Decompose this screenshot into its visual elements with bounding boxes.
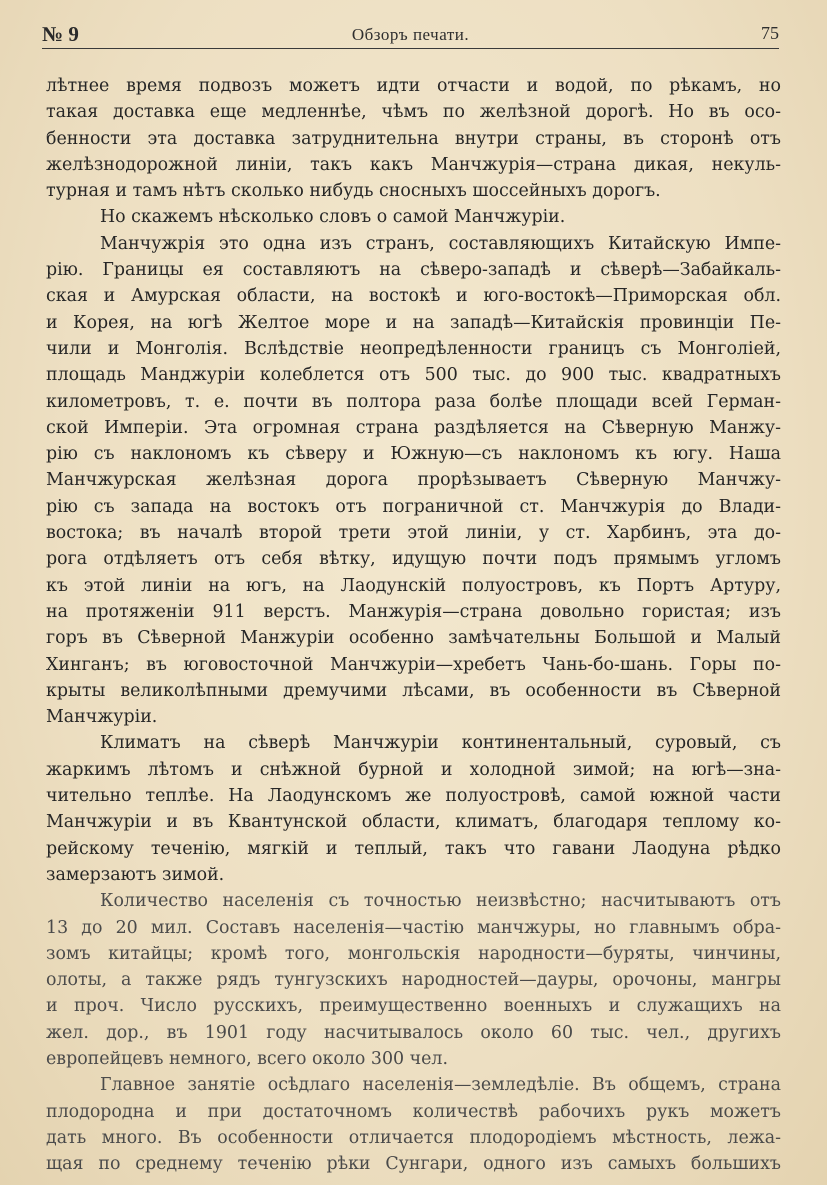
text-line: рога отдѣляетъ отъ себя вѣтку, идущую почти подъ прямымъ угломъ (46, 549, 781, 570)
page-number: 75 (761, 23, 779, 43)
text-line: турная и тамъ нѣтъ сколько нибудь сносныхъ шоссейныхъ дорогъ. (46, 181, 661, 202)
text-line: бенности эта доставка затруднительна внутри страны, въ сторонѣ отъ (46, 128, 781, 149)
text-line: 13 до 20 мил. Составъ населенія—частію манчжуры, но главнымъ обра- (46, 917, 781, 938)
issue-number: № 9 (42, 22, 79, 46)
text-line: Но скажемъ нѣсколько словъ о самой Манчжуріи. (100, 207, 566, 228)
text-line: Количество населенія съ точностью неизвѣстно; насчитываютъ отъ (100, 891, 781, 912)
text-line: километровъ, т. е. почти въ полтора раза болѣе площади всей Герман- (46, 391, 781, 412)
text-line: и Корея, на югѣ Желтое море и на западѣ—Китайскія провинціи Пе- (46, 312, 781, 333)
text-line: рію съ наклономъ къ сѣверу и Южную—съ наклономъ къ югу. Наша (46, 444, 781, 465)
text-line: щая по среднему теченію рѣки Сунгари, одного изъ самыхъ большихъ (46, 1154, 781, 1175)
text-line: замерзаютъ зимой. (46, 864, 225, 885)
text-line: Главное занятіе осѣдлаго населенія—земледѣліе. Въ общемъ, страна (100, 1075, 781, 1096)
text-line: Хинганъ; въ юговосточной Манчжуріи—хребетъ Чань-бо-шань. Горы по- (46, 654, 781, 675)
text-line: желѣзнодорожной линіи, такъ какъ Манчжурія—страна дикая, некуль- (46, 154, 781, 175)
text-line: зомъ китайцы; кромѣ того, монгольскія народности—буряты, чинчины, (46, 943, 781, 964)
text-line: плодородна и при достаточномъ количествѣ рабочихъ рукъ можетъ (46, 1101, 781, 1122)
text-line: олоты, а также рядъ тунгузскихъ народностей—дауры, орочоны, мангры (46, 970, 781, 991)
text-line: площадь Манджуріи колеблется отъ 500 тыс. до 900 тыс. квадратныхъ (46, 365, 781, 386)
text-line: ская и Амурская области, на востокѣ и юго-востокѣ—Приморская обл. (46, 286, 781, 307)
text-line: рейскому теченію, мягкій и теплый, такъ что гавани Лаодуна рѣдко (46, 838, 781, 859)
text-line: востока; въ началѣ второй трети этой линіи, у ст. Харбинъ, эта до- (46, 523, 781, 544)
text-line: дать много. Въ особенности отличается плодородіемъ мѣстность, лежа- (46, 1127, 781, 1148)
text-line: Манчжурская желѣзная дорога прорѣзываетъ Сѣверную Манчжу- (46, 470, 781, 491)
text-line: горъ въ Сѣверной Манжуріи особенно замѣчательны Большой и Малый (46, 628, 781, 649)
text-line: на протяженіи 911 верстъ. Манжурія—страна довольно гористая; изъ (46, 601, 781, 622)
text-line: ской Имперіи. Эта огромная страна раздѣляется на Сѣверную Манжу- (46, 417, 781, 438)
text-line: рію. Границы ея составляютъ на сѣверо-западѣ и сѣверѣ—Забайкаль- (46, 260, 781, 281)
text-line: крыты великолѣпными дремучими лѣсами, въ особенности въ Сѣверной (46, 680, 781, 701)
text-line: чительно теплѣе. На Лаодунскомъ же полуостровѣ, самой южной части (46, 786, 781, 807)
text-line: Манчжуріи. (46, 707, 158, 728)
text-line: жаркимъ лѣтомъ и снѣжной бурной и холодной зимой; на югѣ—зна- (46, 759, 781, 780)
text-line: чили и Монголія. Вслѣдствіе неопредѣленности границъ съ Монголіей, (46, 338, 781, 359)
text-line: къ этой линіи на югъ, на Лаодунскій полуостровъ, къ Портъ Артуру, (46, 575, 781, 596)
text-line: лѣтнее время подвозъ можетъ идти отчасти и водой, по рѣкамъ, но (46, 76, 781, 96)
text-line: европейцевъ немного, всего около 300 чел. (46, 1048, 448, 1069)
body-text (46, 73, 781, 1177)
text-line: Климатъ на сѣверѣ Манчжуріи континентальный, суровый, съ (100, 733, 781, 754)
text-line: Манчужрія это одна изъ странъ, составляющихъ Китайскую Импе- (100, 233, 781, 254)
running-header (42, 18, 779, 49)
text-line: рію съ запада на востокъ отъ пограничной ст. Манчжурія до Влади- (46, 496, 781, 517)
text-line: жел. дор., въ 1901 году насчитывалось около 60 тыс. чел., другихъ (46, 1022, 781, 1043)
section-title: Обзоръ печати. (351, 25, 470, 44)
faded-text-block (46, 888, 781, 1177)
text-line: такая доставка еще медленнѣе, чѣмъ по желѣзной дорогѣ. Но въ осо- (46, 102, 781, 123)
text-line: Манчжуріи и въ Квантунской области, климатъ, благодаря теплому ко- (46, 812, 781, 833)
text-line: и проч. Число русскихъ, преимущественно военныхъ и служащихъ на (46, 996, 781, 1017)
